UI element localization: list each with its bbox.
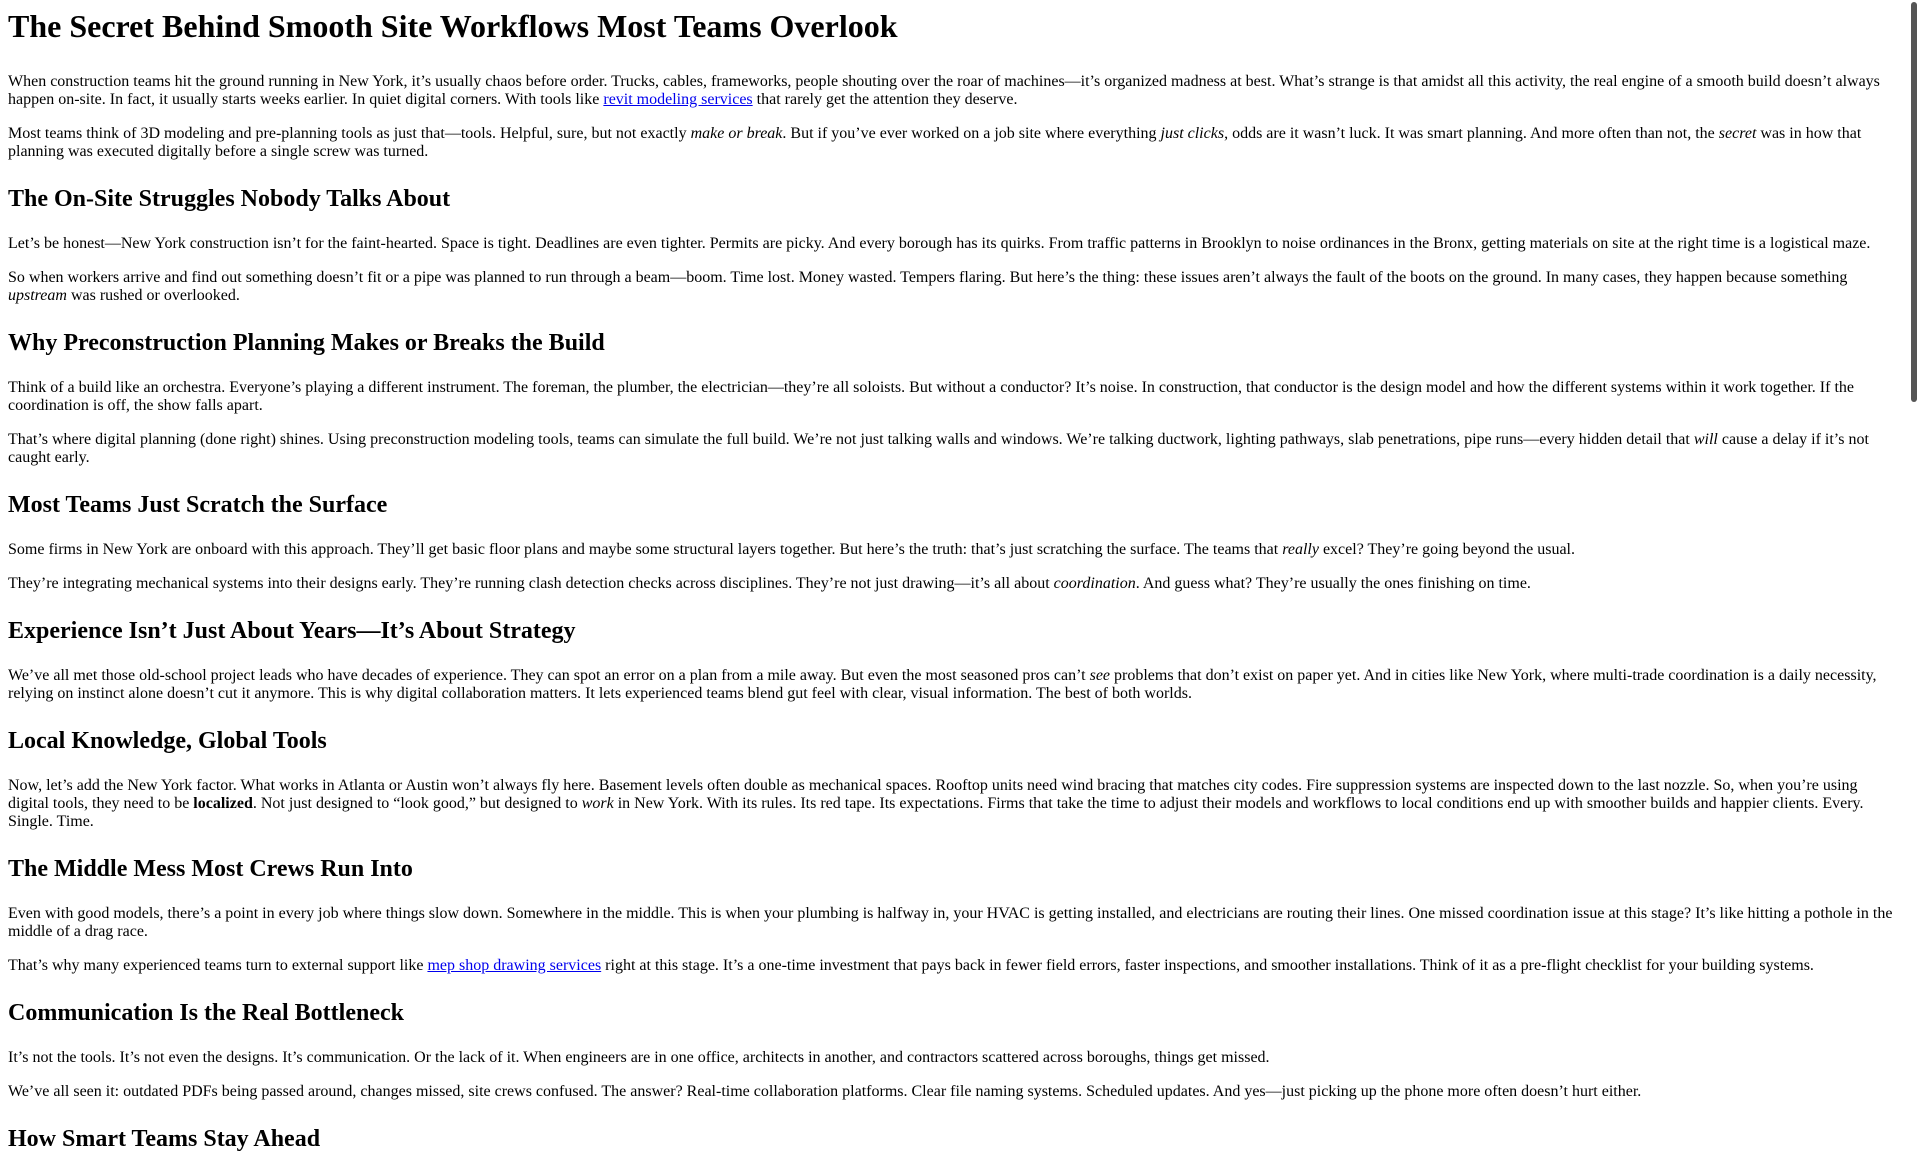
mep-shop-drawing-services-link[interactable]: mep shop drawing services xyxy=(427,957,602,974)
section-heading-preconstruction-planning: Why Preconstruction Planning Makes or Breaks the Build xyxy=(8,330,605,356)
paragraph xyxy=(8,667,1898,703)
text: . But if you’ve ever worked on a job site where everything xyxy=(782,125,1161,142)
paragraph: Even with good models, there’s a point in every job where things slow down. Somewhere in the middle. This is when your plumbing is halfway in, your HVAC is getting installed, and electricians are routing their lines. One missed coordination issue at this stage? It’s like hitting a pothole in the middle of a drag race. xyxy=(8,905,1893,940)
emphasis: secret xyxy=(1718,125,1757,142)
paragraph xyxy=(8,575,1898,593)
emphasis: work xyxy=(581,795,614,812)
emphasis: make or break xyxy=(690,125,783,142)
emphasis: see xyxy=(1089,667,1111,684)
text: Now, let’s add the New York factor. What works in Atlanta or Austin won’t always fly here. Basement levels often double as mechanical spaces. Rooftop units need wind bracing that matches city codes. Fire suppression systems are inspected down to the last nozzle. So, when you’re using digital tools, they need to be xyxy=(8,777,1858,812)
text: problems that don’t exist on paper yet. And in cities like New York, where multi-trade coordination is a daily necessity, relying on instinct alone doesn’t cut it anymore. This is why digital collaboration matters. It lets experienced teams blend gut feel with clear, visual information. The best of both worlds. xyxy=(8,667,1877,702)
scrollbar-thumb[interactable] xyxy=(1911,2,1917,402)
text: was in how that planning was executed digitally before a single screw was turned. xyxy=(8,125,1862,160)
section-heading-scratch-surface: Most Teams Just Scratch the Surface xyxy=(8,492,388,518)
text: cause a delay if it’s not caught early. xyxy=(8,431,1869,466)
paragraph xyxy=(8,777,1898,831)
page-title: The Secret Behind Smooth Site Workflows Most Teams Overlook xyxy=(8,8,898,44)
text: . Not just designed to “look good,” but designed to xyxy=(252,795,582,812)
emphasis: really xyxy=(1282,541,1319,558)
section-heading-onsite-struggles: The On-Site Struggles Nobody Talks About xyxy=(8,186,451,212)
bold-text: localized xyxy=(193,795,253,812)
intro-paragraph-2 xyxy=(8,125,1898,161)
text: When construction teams hit the ground running in New York, it’s usually chaos before order. Trucks, cables, frameworks, people shouting over the roar of machines—it’s organized madness at best. What’s strange is that amidst all this activity, the real engine of a smooth build doesn’t always happen on-site. In fact, it usually starts weeks earlier. In quiet digital corners. With tools like xyxy=(8,73,1880,108)
section-heading-experience-strategy: Experience Isn’t Just About Years—It’s About Strategy xyxy=(8,618,576,644)
paragraph: We’ve all seen it: outdated PDFs being passed around, changes missed, site crews confused. The answer? Real-time collaboration platforms. Clear file naming systems. Scheduled updates. And yes—just picking up the phone more often doesn’t hurt either. xyxy=(8,1083,1642,1100)
section-heading-smart-teams: How Smart Teams Stay Ahead xyxy=(8,1126,321,1152)
paragraph: Let’s be honest—New York construction isn’t for the faint-hearted. Space is tight. Deadlines are even tighter. Permits are picky. And every borough has its quirks. From traffic patterns in Brooklyn to noise ordinances in the Bronx, getting materials on site at the right time is a logistical maze. xyxy=(8,235,1871,252)
section-heading-local-knowledge: Local Knowledge, Global Tools xyxy=(8,728,327,754)
text: . And guess what? They’re usually the ones finishing on time. xyxy=(1135,575,1531,592)
text: Some firms in New York are onboard with this approach. They’ll get basic floor plans and maybe some structural layers together. But here’s the truth: that’s just scratching the surface. The teams that xyxy=(8,541,1283,558)
emphasis: will xyxy=(1693,431,1718,448)
article xyxy=(8,0,1898,1175)
paragraph: Think of a build like an orchestra. Everyone’s playing a different instrument. The foreman, the plumber, the electrician—they’re all soloists. But without a conductor? It’s noise. In construction, that conductor is the design model and how the different systems within it work together. If the coordination is off, the show falls apart. xyxy=(8,379,1855,414)
text: We’ve all met those old-school project leads who have decades of experience. They can spot an error on a plan from a mile away. But even the most seasoned pros can’t xyxy=(8,667,1090,684)
emphasis: coordination xyxy=(1053,575,1136,592)
paragraph: It’s not the tools. It’s not even the designs. It’s communication. Or the lack of it. When engineers are in one office, architects in another, and contractors scattered across boroughs, things get missed. xyxy=(8,1049,1270,1066)
paragraph xyxy=(8,541,1898,559)
emphasis: upstream xyxy=(8,287,67,304)
text: right at this stage. It’s a one-time investment that pays back in fewer field errors, faster inspections, and smoother installations. Think of it as a pre-flight checklist for your building systems. xyxy=(601,957,1814,974)
intro-paragraph-1 xyxy=(8,73,1898,109)
text: They’re integrating mechanical systems into their designs early. They’re running clash detection checks across disciplines. They’re not just drawing—it’s all about xyxy=(8,575,1054,592)
text: That’s where digital planning (done right) shines. Using preconstruction modeling tools, teams can simulate the full build. We’re not just talking walls and windows. We’re talking ductwork, lighting pathways, slab penetrations, pipe runs—every hidden detail that xyxy=(8,431,1694,448)
paragraph xyxy=(8,431,1898,467)
text: That’s why many experienced teams turn to external support like xyxy=(8,957,428,974)
text: excel? They’re going beyond the usual. xyxy=(1318,541,1575,558)
paragraph xyxy=(8,957,1898,975)
text: , odds are it wasn’t luck. It was smart planning. And more often than not, the xyxy=(1224,125,1719,142)
vertical-scrollbar[interactable] xyxy=(1906,0,1920,1080)
section-heading-communication: Communication Is the Real Bottleneck xyxy=(8,1000,404,1026)
text: that rarely get the attention they deserve. xyxy=(752,91,1018,108)
text: So when workers arrive and find out something doesn’t fit or a pipe was planned to run through a beam—boom. Time lost. Money wasted. Tempers flaring. But here’s the thing: these issues aren’t always the fault of the boots on the ground. In many cases, they happen because something xyxy=(8,269,1848,286)
paragraph xyxy=(8,269,1898,305)
section-heading-middle-mess: The Middle Mess Most Crews Run Into xyxy=(8,856,413,882)
emphasis: just clicks xyxy=(1160,125,1225,142)
text: was rushed or overlooked. xyxy=(66,287,240,304)
text: in New York. With its rules. Its red tape. Its expectations. Firms that take the time to adjust their models and workflows to local conditions end up with smoother builds and happier clients. Every. Single. Time. xyxy=(8,795,1864,830)
revit-modeling-services-link[interactable]: revit modeling services xyxy=(603,91,753,108)
text: Most teams think of 3D modeling and pre-planning tools as just that—tools. Helpful, sure, but not exactly xyxy=(8,125,691,142)
